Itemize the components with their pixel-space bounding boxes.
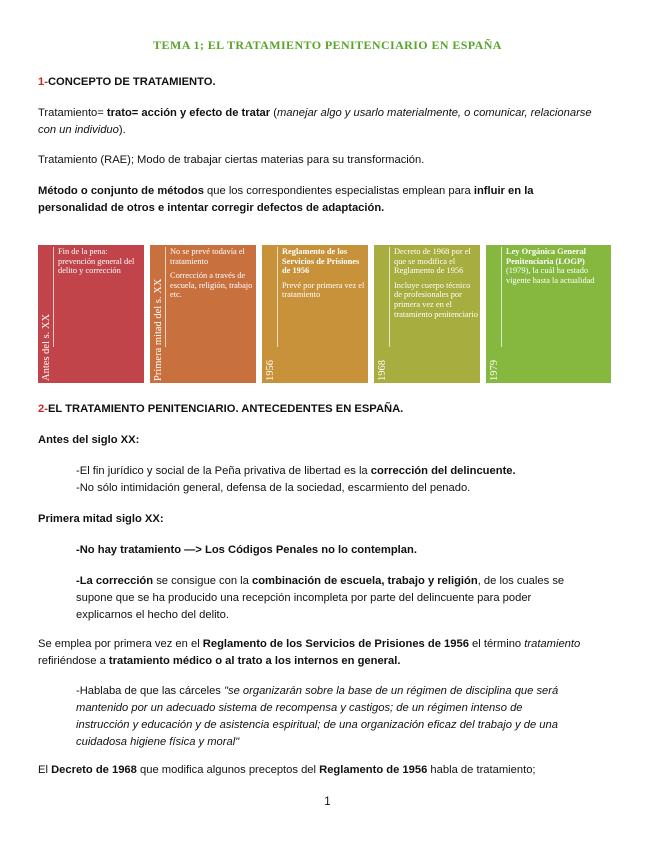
timeline-text: Prevé por primera vez el tratamiento <box>282 280 365 300</box>
timeline-text: No se prevé todavía el tratamiento <box>170 247 245 266</box>
timeline-text: Reglamento de los Servicios de Prisiones de 1956 <box>282 247 360 276</box>
subheading-antes-siglo-xx: Antes del siglo XX: <box>38 434 140 446</box>
timeline-block-1968 <box>374 245 480 383</box>
paragraph-reglamento-1956: Se emplea por primera vez en el Reglamento de los Servicios de Prisiones de 1956 el término tratamiento refiriéndose a tratamiento médico o al trato a los internos en general. <box>38 638 581 667</box>
history-timeline <box>38 245 611 383</box>
section-1-heading: 1-CONCEPTO DE TRATAMIENTO. <box>38 76 216 88</box>
timeline-block-1979 <box>486 245 611 383</box>
quote-carceles: -Hablaba de que las cárceles "se organizarán sobre la base de un régimen de disciplina que será mantenido por un adecuado sistema de recompensa y castigos; de un régimen intenso de instrucción y educación y de asistencia espiritual; de una organización eficaz del trabajo y de una cuidadosa higiene física y moral" <box>76 685 559 748</box>
paragraph-decreto-1968: El Decreto de 1968 que modifica algunos preceptos del Reglamento de 1956 habla de tratamiento; <box>38 764 536 776</box>
page-number: 1 <box>324 796 331 808</box>
timeline-year: 1968 <box>377 360 388 381</box>
section-2-heading: 2-EL TRATAMIENTO PENITENCIARIO. ANTECEDENTES EN ESPAÑA. <box>38 403 404 415</box>
timeline-year: 1956 <box>265 360 276 381</box>
timeline-block-primera-mitad <box>150 245 256 383</box>
timeline-text: Fin de la pena: prevención general del delito y corrección <box>58 247 135 276</box>
timeline-block-1956 <box>262 245 368 383</box>
timeline-text: Ley Orgánica General Penitenciaria (LOGP) (1979), la cuál ha estado vigente hasta la actualidad <box>506 247 595 285</box>
timeline-text: Corrección a través de escuela, religión, trabajo etc. <box>170 271 253 300</box>
bullet-fin-juridico: -El fin jurídico y social de la Peña privativa de libertad es la corrección del delincuente. <box>76 465 516 477</box>
timeline-block-antes <box>38 245 144 383</box>
bullet-intimidacion: -No sólo intimidación general, defensa de la sociedad, escarmiento del penado. <box>76 482 471 494</box>
subheading-primera-mitad: Primera mitad siglo XX: <box>38 513 164 525</box>
paragraph-tratamiento-definition: Tratamiento= trato= acción y efecto de tratar (manejar algo y usarlo materialmente, o comunicar, relacionarse con un individuo). <box>38 107 592 136</box>
timeline-text: Decreto de 1968 por el que se modifica el Reglamento de 1956 <box>394 247 471 276</box>
bullet-no-tratamiento: -No hay tratamiento —> Los Códigos Penales no lo contemplan. <box>76 544 417 556</box>
timeline-year: Primera mitad del s. XX <box>153 278 164 381</box>
paragraph-methods: Método o conjunto de métodos que los correspondientes especialistas emplean para influir en la personalidad de otros e intentar corregir defectos de adaptación. <box>38 185 534 214</box>
timeline-year: 1979 <box>489 360 500 381</box>
bullet-correccion: -La corrección se consigue con la combinación de escuela, trabajo y religión, de los cuales se supone que se ha producido una recepción incompleta por parte del delincuente para poder explicarnos el hecho del delito. <box>76 575 565 621</box>
timeline-year: Antes del s. XX <box>41 313 52 381</box>
timeline-text: Incluye cuerpo técnico de profesionales por primera vez en el tratamiento penitenciario <box>394 280 478 319</box>
page-title: TEMA 1; EL TRATAMIENTO PENITENCIARIO EN ESPAÑA <box>153 38 502 52</box>
paragraph-rae-definition: Tratamiento (RAE); Modo de trabajar ciertas materias para su transformación. <box>38 154 425 166</box>
